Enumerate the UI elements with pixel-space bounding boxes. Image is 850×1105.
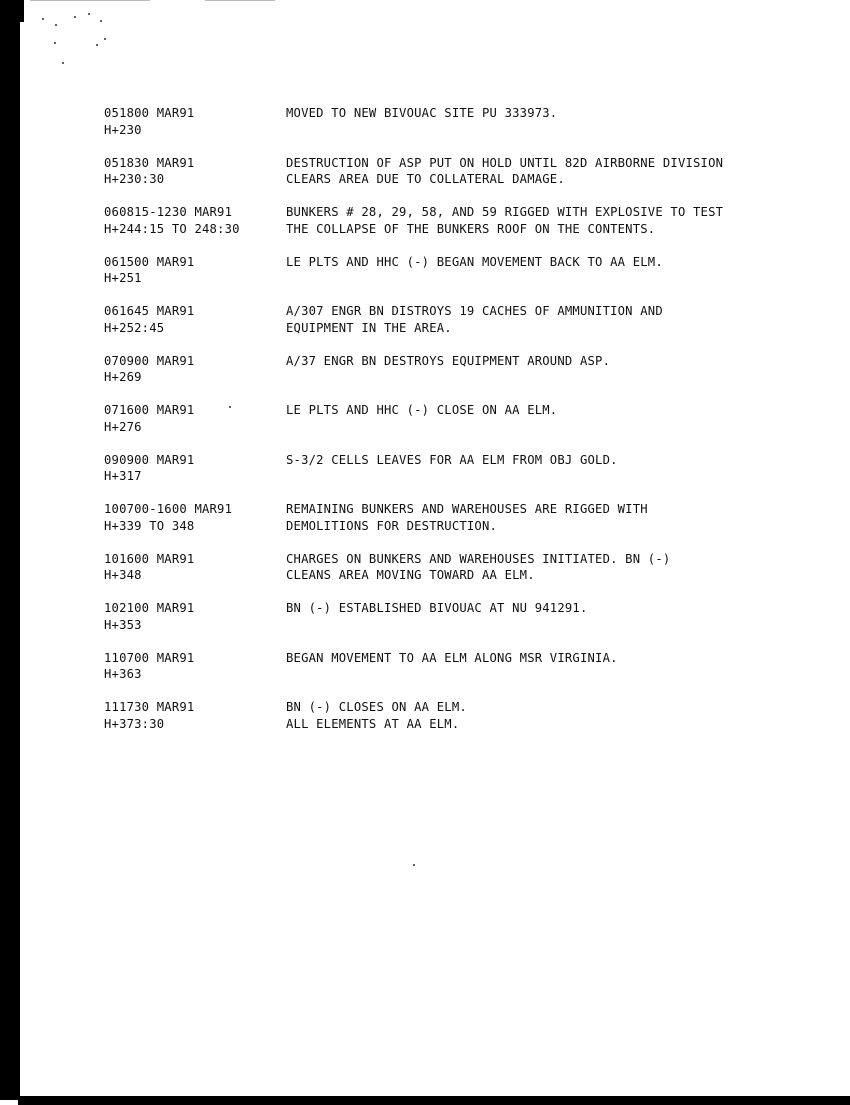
scan-speck — [88, 13, 90, 15]
entry-time — [104, 254, 279, 287]
entry-dtg: 051800 MAR91 — [104, 106, 195, 120]
scan-top-rule — [30, 0, 150, 1]
entry-description-line: CLEARS AREA DUE TO COLLATERAL DAMAGE. — [286, 172, 565, 186]
entry-description — [286, 105, 786, 122]
entry-dtg: 070900 MAR91 — [104, 353, 195, 368]
entry-h-hour: H+373:30 — [104, 716, 165, 731]
log-entry — [104, 501, 804, 551]
entry-description — [286, 155, 786, 188]
entry-time — [104, 353, 279, 386]
entry-description-line: MOVED TO NEW BIVOUAC SITE PU 333973. — [286, 106, 558, 120]
entry-time — [104, 155, 279, 188]
entry-description-line: REMAINING BUNKERS AND WAREHOUSES ARE RIGGED WITH — [286, 502, 648, 516]
scan-speck — [413, 864, 415, 866]
entry-description — [286, 699, 786, 732]
log-entry — [104, 105, 804, 155]
entry-dtg: 061645 MAR91 — [104, 304, 195, 318]
entry-description-line: THE COLLAPSE OF THE BUNKERS ROOF ON THE CONTENTS. — [286, 221, 656, 236]
entry-description — [286, 204, 786, 237]
log-entry — [104, 303, 804, 353]
entry-dtg: 090900 MAR91 — [104, 452, 195, 467]
scan-speck — [104, 38, 106, 40]
entry-time — [104, 402, 279, 435]
entry-description — [286, 402, 786, 419]
scan-speck — [62, 62, 64, 64]
entry-description-line: S-3/2 CELLS LEAVES FOR AA ELM FROM OBJ GOLD. — [286, 452, 618, 467]
entry-description — [286, 303, 786, 336]
entry-h-hour: H+317 — [104, 469, 142, 483]
entry-description — [286, 452, 786, 469]
log-entry — [104, 699, 804, 749]
log-entry — [104, 155, 804, 205]
entry-time — [104, 303, 279, 336]
entry-dtg: 060815-1230 MAR91 — [104, 205, 233, 219]
entry-h-hour: H+269 — [104, 370, 142, 384]
entry-time — [104, 600, 279, 633]
entry-description-line: BN (-) ESTABLISHED BIVOUAC AT NU 941291. — [286, 601, 588, 615]
entry-dtg: 100700-1600 MAR91 — [104, 502, 233, 516]
entry-dtg: 110700 MAR91 — [104, 650, 195, 665]
entry-time — [104, 452, 279, 485]
log-entry — [104, 452, 804, 502]
entry-time — [104, 501, 279, 534]
scan-top-rule — [205, 0, 275, 1]
entry-time — [104, 650, 279, 683]
entry-description-line: CLEANS AREA MOVING TOWARD AA ELM. — [286, 568, 535, 582]
entry-description-line: BN (-) CLOSES ON AA ELM. — [286, 700, 467, 714]
log-entry — [104, 600, 804, 650]
entry-dtg: 102100 MAR91 — [104, 601, 195, 615]
scan-edge-bottom — [18, 1096, 850, 1105]
entry-description — [286, 551, 786, 584]
entry-description-line: DEMOLITIONS FOR DESTRUCTION. — [286, 518, 498, 533]
entry-h-hour: H+348 — [104, 568, 142, 582]
entry-h-hour: H+244:15 TO 248:30 — [104, 221, 240, 236]
entry-dtg: 061500 MAR91 — [104, 254, 195, 269]
scan-speck — [74, 16, 76, 18]
log-entry — [104, 551, 804, 601]
entry-h-hour: H+230 — [104, 122, 142, 137]
entry-description-line: DESTRUCTION OF ASP PUT ON HOLD UNTIL 82D AIRBORNE DIVISION — [286, 155, 724, 170]
entry-description — [286, 650, 786, 667]
entry-h-hour: H+251 — [104, 271, 142, 285]
scan-edge-corner — [0, 0, 24, 22]
entry-description-line: CHARGES ON BUNKERS AND WAREHOUSES INITIATED. BN (-) — [286, 551, 671, 566]
entry-description — [286, 600, 786, 617]
entry-h-hour: H+339 TO 348 — [104, 518, 195, 533]
scan-speck — [55, 24, 57, 26]
entry-description — [286, 501, 786, 534]
scan-speck — [42, 18, 44, 20]
entry-h-hour: H+276 — [104, 419, 142, 434]
entry-dtg: 101600 MAR91 — [104, 551, 195, 566]
scan-speck — [100, 20, 102, 22]
log-entries — [104, 105, 804, 749]
entry-description — [286, 254, 786, 271]
entry-description-line: A/307 ENGR BN DISTROYS 19 CACHES OF AMMUNITION AND — [286, 304, 663, 318]
scan-speck — [54, 42, 56, 44]
entry-description-line: EQUIPMENT IN THE AREA. — [286, 320, 452, 335]
entry-dtg: 071600 MAR91 — [104, 403, 195, 417]
entry-time — [104, 105, 279, 138]
entry-dtg: 051830 MAR91 — [104, 155, 195, 170]
entry-description — [286, 353, 786, 370]
entry-description-line: LE PLTS AND HHC (-) CLOSE ON AA ELM. — [286, 403, 558, 417]
entry-h-hour: H+353 — [104, 617, 142, 632]
entry-description-line: ALL ELEMENTS AT AA ELM. — [286, 716, 460, 731]
entry-h-hour: H+230:30 — [104, 172, 165, 186]
entry-dtg: 111730 MAR91 — [104, 700, 195, 714]
log-entry — [104, 254, 804, 304]
entry-h-hour: H+252:45 — [104, 320, 165, 335]
entry-description-line: LE PLTS AND HHC (-) BEGAN MOVEMENT BACK TO AA ELM. — [286, 254, 663, 269]
log-entry — [104, 204, 804, 254]
entry-h-hour: H+363 — [104, 667, 142, 681]
entry-description-line: BUNKERS # 28, 29, 58, AND 59 RIGGED WITH EXPLOSIVE TO TEST — [286, 205, 724, 219]
entry-time — [104, 204, 279, 237]
entry-time — [104, 699, 279, 732]
log-entry — [104, 402, 804, 452]
log-entry — [104, 353, 804, 403]
entry-description-line: BEGAN MOVEMENT TO AA ELM ALONG MSR VIRGINIA. — [286, 650, 618, 665]
scan-edge-left — [0, 0, 20, 1100]
entry-time — [104, 551, 279, 584]
entry-description-line: A/37 ENGR BN DESTROYS EQUIPMENT AROUND ASP. — [286, 353, 611, 368]
scan-speck — [96, 44, 98, 46]
log-entry — [104, 650, 804, 700]
